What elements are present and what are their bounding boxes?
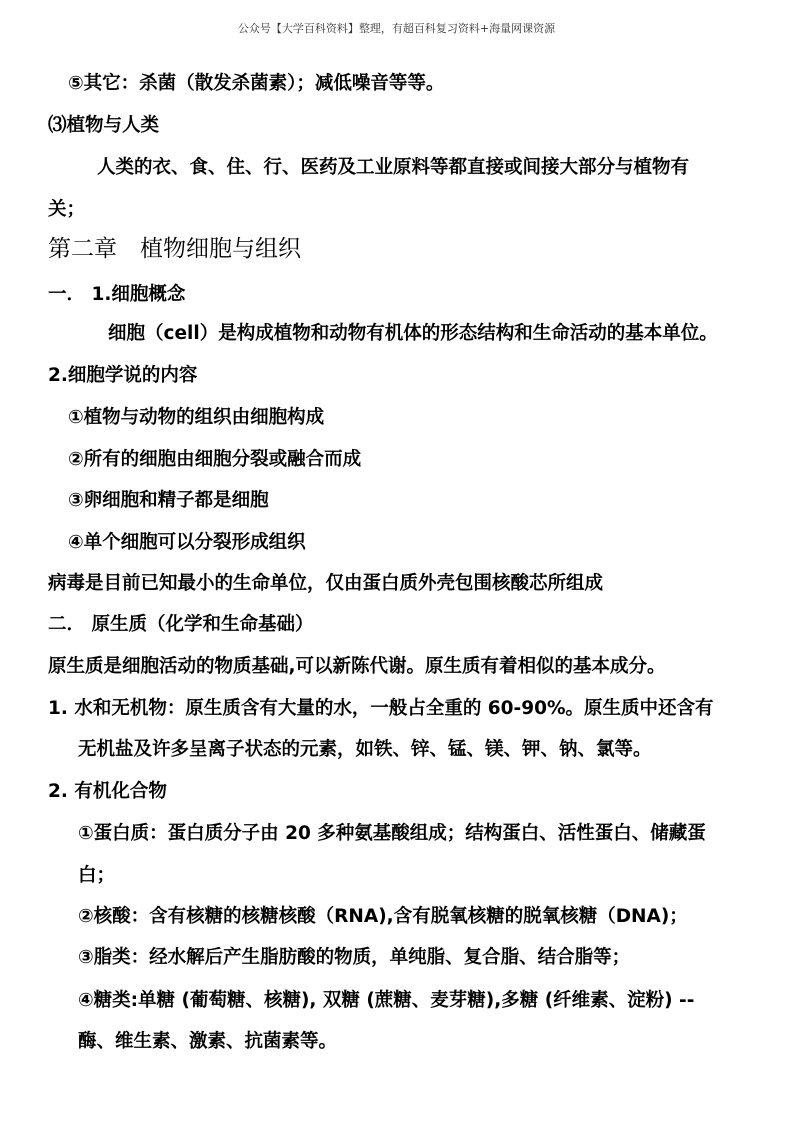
list-item: ①蛋白质：蛋白质分子由 20 多种氨基酸组成；结构蛋白、活性蛋白、储藏蛋 (78, 823, 706, 844)
list-item: ④单个细胞可以分裂形成组织 (68, 532, 306, 553)
section-heading: 一． 1.细胞概念 (48, 284, 186, 305)
text-line: 无机盐及许多呈离子状态的元素，如铁、锌、锰、镁、钾、钠、氯等。 (78, 739, 652, 760)
section-heading: ⑶植物与人类 (48, 115, 160, 136)
text-line: 人类的衣、食、住、行、医药及工业原料等都直接或间接大部分与植物有 (97, 157, 690, 178)
section-heading: 2.细胞学说的内容 (48, 365, 198, 386)
text-line: ⑤其它：杀菌（散发杀菌素）；减低噪音等等。 (68, 73, 445, 94)
list-item: 1. 水和无机物：原生质含有大量的水，一般占全重的 60-90%。原生质中还含有 (48, 698, 714, 719)
list-item: ④糖类:单糖 (葡萄糖、核糖), 双糖 (蔗糖、麦芽糖),多糖 (纤维素、淀粉) -- (78, 990, 695, 1011)
text-line: 原生质是细胞活动的物质基础,可以新陈代谢。原生质有着相似的基本成分。 (48, 656, 666, 677)
text-line: 病毒是目前已知最小的生命单位，仅由蛋白质外壳包围核酸芯所组成 (48, 573, 604, 594)
list-item: ①植物与动物的组织由细胞构成 (68, 407, 325, 428)
text-line: 酶、维生素、激素、抗菌素等。 (78, 1031, 338, 1052)
text-line: 关； (48, 199, 86, 220)
list-item: ③脂类：经水解后产生脂肪酸的物质，单纯脂、复合脂、结合脂等； (78, 947, 631, 968)
list-item: ②核酸：含有核糖的核糖核酸（RNA),含有脱氧核糖的脱氧核糖（DNA)； (78, 906, 688, 927)
list-item: ②所有的细胞由细胞分裂或融合而成 (68, 449, 362, 470)
list-item: 2. 有机化合物 (48, 781, 167, 802)
page-header: 公众号【大学百科资料】整理，有超百科复习资料+海量网课资源 (237, 22, 556, 35)
text-line: 白； (78, 865, 116, 886)
text-line: 细胞（cell）是构成植物和动物有机体的形态结构和生命活动的基本单位。 (108, 323, 718, 344)
chapter-title: 第二章 植物细胞与组织 (48, 236, 301, 262)
list-item: ③卵细胞和精子都是细胞 (68, 490, 269, 511)
section-heading: 二． 原生质（化学和生命基础） (48, 614, 314, 635)
